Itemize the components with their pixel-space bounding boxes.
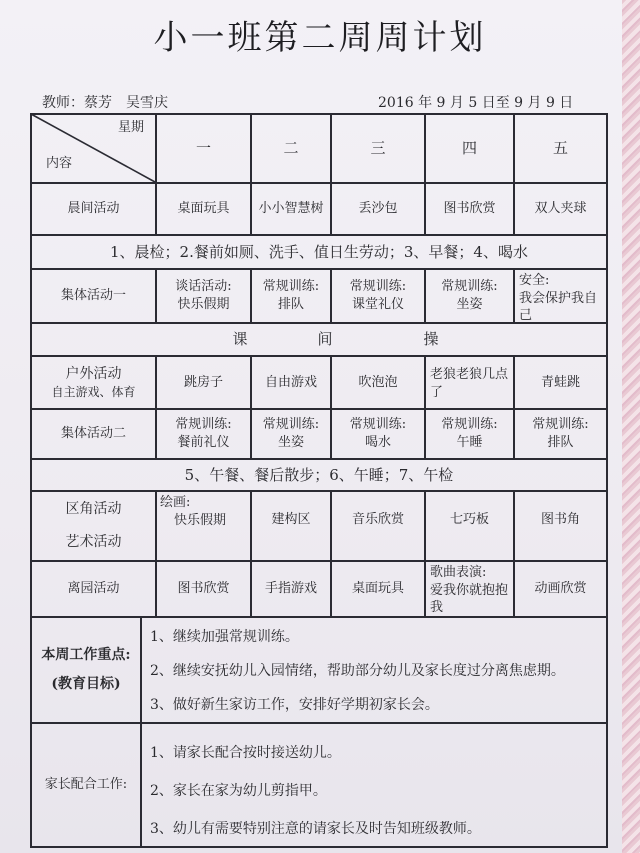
leave-cell: 动画欣赏 <box>534 581 587 597</box>
focus-item: 1、继续加强常规训练。 <box>150 629 299 645</box>
group1-cell: 常规训练: 课堂礼仪 <box>349 279 407 312</box>
group1-cell: 常规训练: 坐姿 <box>441 279 498 312</box>
date-range: 2016 年 9 月 5 日至 9 月 9 日 <box>378 95 574 111</box>
morning-cell: 图书欣赏 <box>443 201 496 217</box>
day-thursday: 四 <box>461 139 477 158</box>
parent-item: 2、家长在家为幼儿剪指甲。 <box>150 783 327 799</box>
weekly-focus-label: 本周工作重点: (教育目标) <box>41 647 131 692</box>
break-char: 课 <box>232 330 248 349</box>
group1-cell: 常规训练: 排队 <box>262 279 320 312</box>
morning-cell: 丢沙包 <box>358 201 398 217</box>
corner-cell: 音乐欣赏 <box>351 512 404 528</box>
weekday-header-label: 星期 <box>117 120 144 136</box>
morning-cell: 双人夹球 <box>534 201 587 217</box>
morning-cell: 小小智慧树 <box>258 201 324 217</box>
group2-cell: 常规训练: 午睡 <box>441 417 498 450</box>
morning-cell: 桌面玩具 <box>177 201 230 217</box>
outdoor-cell: 自由游戏 <box>264 374 317 390</box>
corner-cell: 七巧板 <box>449 512 489 528</box>
page-title: 小一班第二周周计划 <box>153 18 487 58</box>
outdoor-cell: 跳房子 <box>183 374 223 390</box>
fabric-background <box>622 0 640 853</box>
parent-item: 1、请家长配合按时接送幼儿。 <box>150 745 341 761</box>
focus-item: 2、继续安抚幼儿入园情绪，帮助部分幼儿及家长度过分离焦虑期。 <box>150 663 565 679</box>
group2-cell: 常规训练: 喝水 <box>349 417 407 450</box>
leave-cell: 手指游戏 <box>264 581 317 597</box>
content-header-label: 内容 <box>45 156 72 172</box>
group2-cell: 常规训练: 坐姿 <box>262 417 320 450</box>
outdoor-activity-label: 户外活动 自主游戏、体育 <box>51 365 136 399</box>
break-char: 间 <box>317 330 333 349</box>
day-tuesday: 二 <box>283 139 299 158</box>
corner-activity-label: 区角活动 艺术活动 <box>65 501 122 550</box>
day-wednesday: 三 <box>370 139 386 158</box>
day-friday: 五 <box>552 139 568 158</box>
outdoor-cell: 老狼老狼几点了 <box>430 367 509 400</box>
group2-cell: 常规训练: 餐前礼仪 <box>175 417 232 450</box>
leave-cell: 歌曲表演: 爱我你就抱抱我 <box>430 565 509 616</box>
leave-cell: 桌面玩具 <box>351 581 404 597</box>
parent-cooperation-label: 家长配合工作: <box>44 777 128 793</box>
group-activity-2-label: 集体活动二 <box>60 426 126 442</box>
break-char: 操 <box>423 330 439 349</box>
leave-cell: 图书欣赏 <box>177 581 230 597</box>
parent-item: 3、幼儿有需要特别注意的请家长及时告知班级教师。 <box>150 821 481 837</box>
morning-activity-label: 晨间活动 <box>67 201 120 217</box>
group-activity-1-label: 集体活动一 <box>60 288 126 304</box>
day-monday: 一 <box>195 139 211 158</box>
leaving-activity-label: 离园活动 <box>67 581 120 597</box>
group2-cell: 常规训练: 排队 <box>532 417 589 450</box>
group1-cell: 谈话活动: 快乐假期 <box>175 279 232 312</box>
outdoor-cell: 青蛙跳 <box>540 374 580 390</box>
corner-cell: 绘画: 快乐假期 <box>160 495 227 528</box>
routine-banner-1: 1、晨检；2.餐前如厕、洗手、值日生劳动；3、早餐；4、喝水 <box>110 242 528 261</box>
teacher-names: 教师：蔡芳 吴雪庆 <box>42 95 168 111</box>
outdoor-cell: 吹泡泡 <box>358 374 398 390</box>
corner-cell: 图书角 <box>540 512 580 528</box>
corner-cell: 建构区 <box>271 512 311 528</box>
focus-item: 3、做好新生家访工作，安排好学期初家长会。 <box>150 697 439 713</box>
group1-cell: 安全: 我会保护我自己 <box>519 273 598 324</box>
routine-banner-2: 5、午餐、餐后散步；6、午睡；7、午检 <box>184 465 454 484</box>
